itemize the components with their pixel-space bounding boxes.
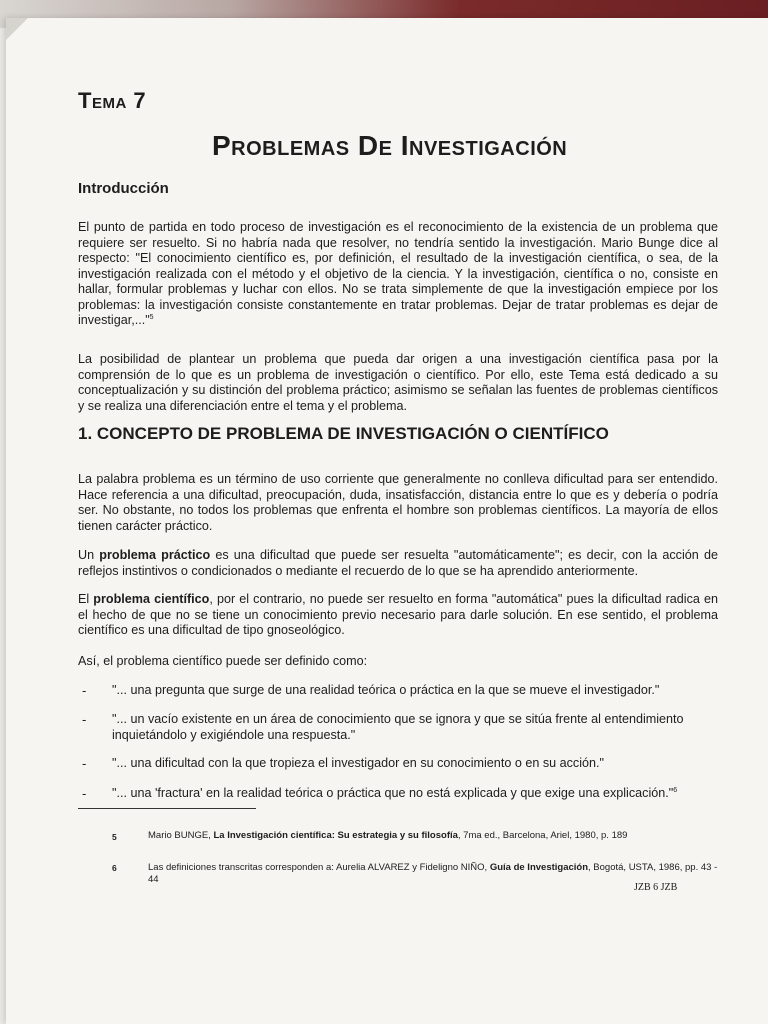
footnote-5-post: , 7ma ed., Barcelona, Ariel, 1980, p. 189 (457, 830, 628, 841)
section-paragraph-1: La palabra problema es un término de uso corriente que generalmente no conlleva dificultad para ser entendido. Hace referencia a una dificultad, preocupación, duda, insatisfacción, distancia entre lo que es y debería o podría ser. No obstante, no todos los problemas que enfrenta el hombre son problemas científicos. La mayoría de ellos tienen carácter práctico. (78, 472, 718, 533)
p2-rest: es una dificultad que puede ser resuelta "automáticamente"; es decir, con la acción de reflejos instintivos o condicionados o mediante el recuerdo de lo que se ha aprendido anteriormente. (78, 548, 718, 578)
section-paragraph-4: Así, el problema científico puede ser definido como: (78, 654, 368, 668)
footnote-5-pre: Mario BUNGE, (148, 830, 214, 841)
bullet-dash: - (82, 683, 87, 698)
footnote-ref-5: 5 (149, 313, 154, 321)
footnote-6-title: Guía de Investigación (489, 862, 589, 873)
definition-item: "... una pregunta que surge de una realidad teórica o práctica en la que se mueve el investigador." (112, 683, 660, 697)
definition-item: "... una dificultad con la que tropieza el investigador en su conocimiento o en su acción." (112, 756, 604, 770)
page-stamp: JZB 6 JZB (634, 882, 678, 893)
section-paragraph-3 (78, 592, 718, 639)
bullet-dash: - (82, 756, 87, 771)
bullet-dash: - (82, 786, 87, 801)
footnote-number: 6 (112, 863, 117, 873)
p2-lead: Un (78, 548, 100, 562)
footnote-divider (78, 808, 256, 809)
intro-paragraph-2: La posibilidad de plantear un problema que pueda dar origen a una investigación científica pasa por la comprensión de lo que es un problema de investigación o científico. Por ello, este Tema está dedicado a su conceptualización y su distinción del problema práctico; asimismo se señalan las fuentes de problemas científicos y se realiza una diferenciación entre el tema y el problema. (78, 352, 718, 413)
section-heading: 1. CONCEPTO DE PROBLEMA DE INVESTIGACIÓN O CIENTÍFICO (78, 424, 609, 443)
folded-corner (6, 18, 28, 40)
section-paragraph-2 (78, 548, 718, 579)
footnote-5 (148, 830, 718, 842)
footnote-ref-6: 6 (673, 786, 678, 794)
footnote-number: 5 (112, 832, 117, 842)
term-scientific-problem: problema científico (93, 592, 210, 606)
bullet-dash: - (82, 712, 87, 727)
p3-lead: El (78, 592, 94, 606)
footnote-6 (148, 862, 718, 886)
intro-paragraph-1-text: El punto de partida en todo proceso de investigación es el reconocimiento de la existencia de un problema que requiere ser resuelto. Si no habría nada que resolver, no tendría sentido la investigación. Mario Bunge dice al respecto: "El conocimiento científico es, por definición, el resultado de la investigación científica, o sea, de la investigación realizada con el método y el objetivo de la ciencia. Y la investigación, científica o no, consiste en hallar, formular problemas y luchar con ellos. No se trata simplemente de que la investigación empiece por los problemas: la investigación consiste constantemente en tratar problemas. Dejar de tratar problemas es dejar de investigar,..." (78, 220, 718, 327)
p3-rest: , por el contrario, no puede ser resuelto en forma "automática" pues la dificultad radica en el hecho de que no se tiene un conocimiento previo necesario para darle solución. En ese sentido, el problema científico es una dificultad de tipo gnoseológico. (78, 592, 718, 637)
footnote-6-pre: Las definiciones transcritas corresponden a: Aurelia ALVAREZ y Fideligno NIÑO, (148, 862, 490, 873)
footnote-5-title: La Investigación científica: Su estrategia y su filosofía (213, 830, 458, 841)
chapter-label: Tema 7 (78, 88, 147, 113)
definition-item: "... un vacío existente en un área de conocimiento que se ignora y que se sitúa frente al entendimiento inquietándolo y exigiéndole una respuesta." (112, 712, 684, 742)
page-title: Problemas De Investigación (212, 130, 568, 161)
intro-paragraph-1 (78, 220, 718, 329)
definition-item-text: "... una 'fractura' en la realidad teórica o práctica que no está explicada y que exige una explicación." (112, 786, 674, 800)
term-practical-problem: problema práctico (99, 548, 211, 562)
intro-heading: Introducción (78, 180, 169, 197)
definition-item (112, 786, 722, 802)
footnote-6-post: , Bogotá, USTA, 1986, pp. 43 - 44 (148, 862, 718, 885)
